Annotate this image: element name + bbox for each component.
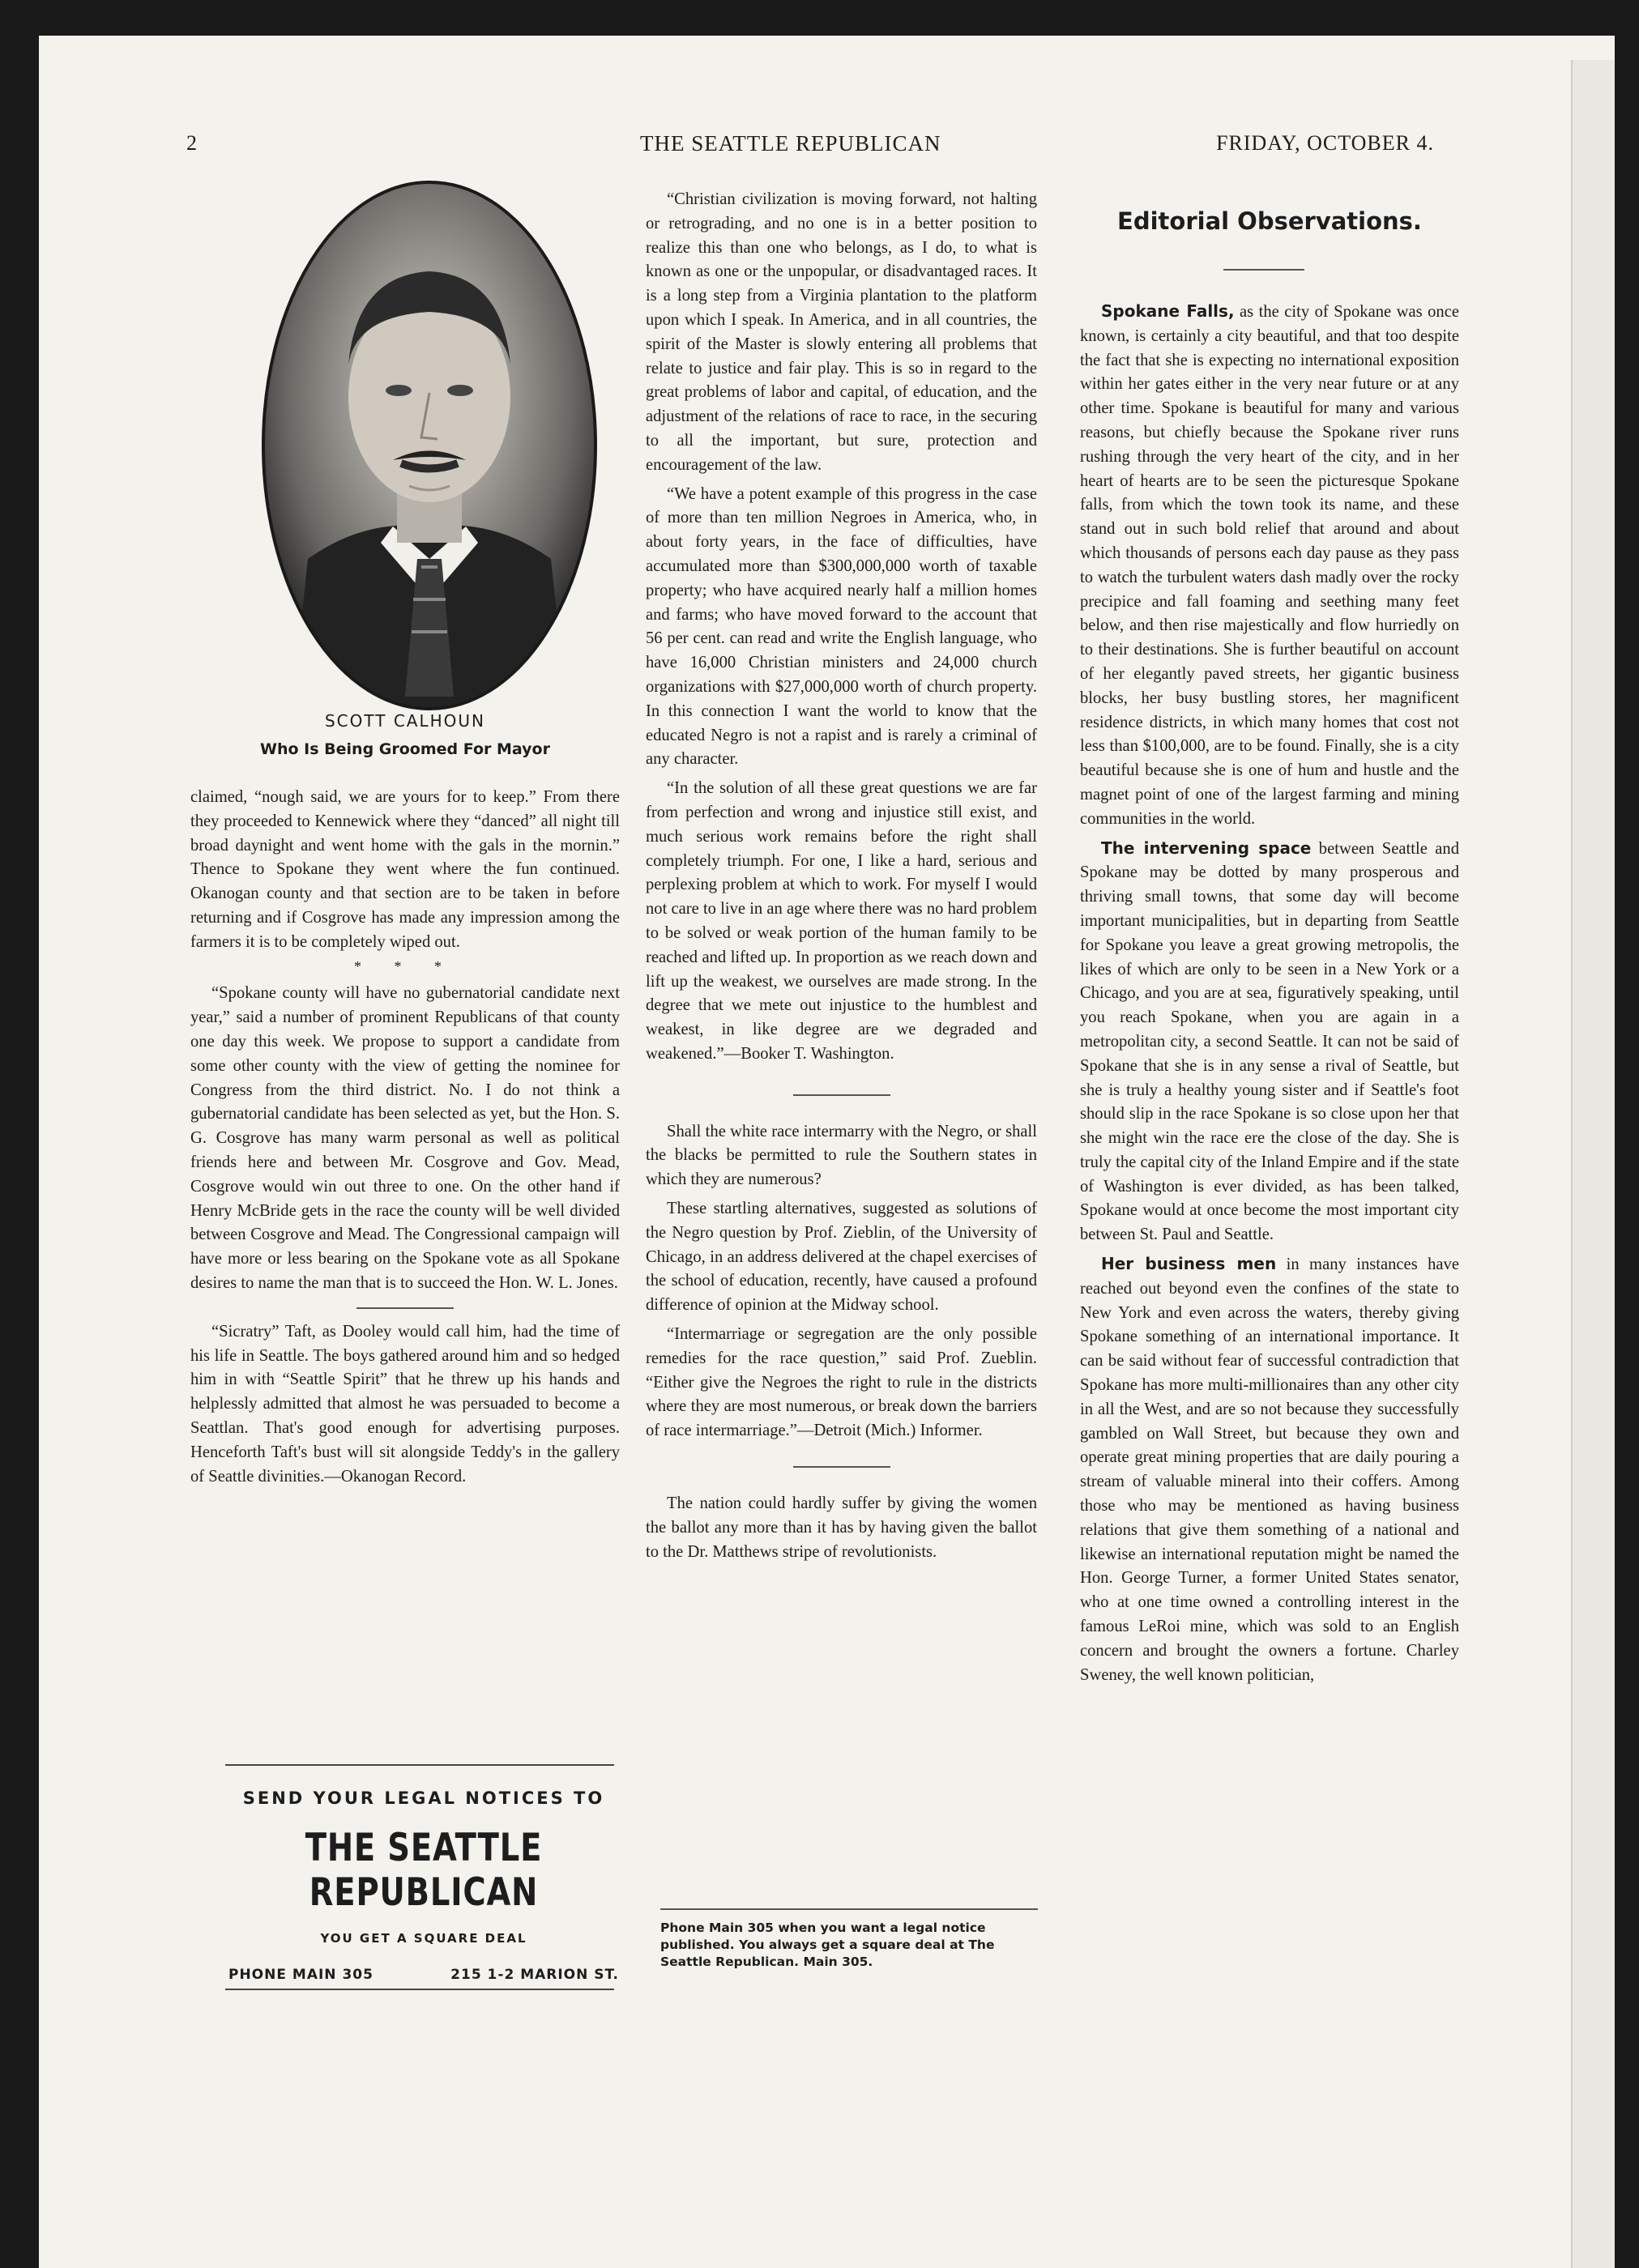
article-paragraph: between Seattle and Spokane may be dotted by many prosperous and thriving small towns, that some day will become important municipalities, but in departing from Seattle for Spokane you leave a great growing metropolis, the likes of which are only to be seen in a New York or a Chicago, and you are at sea, figuratively speaking, until you reach Spokane, when you are again in a metropolitan city, a second Seattle. It can not be said of Spokane that she is in any sense a rival of Seattle, but she is truly a healthy young sister and if Seattle's foot should slip in the race Spokane is so close upon her that she might win the race ere the close of the day. She is truly the capital city of the Inland Empire and if the state of Washington is ever divided, as has been talked, Spokane would at once become the most important city between St. Paul and Seattle.: [1080, 839, 1459, 1244]
divider: [356, 1307, 454, 1309]
section-separator-stars: * * *: [354, 957, 456, 974]
column-right: [1080, 300, 1459, 1692]
article-paragraph: claimed, “nough said, we are yours for to keep.” From there they proceeded to Kennewick where they “danced” all night till broad daynight and went home with the gals in the mornin.” Thence to Spokane they went where the fun continued. Okanogan county and that section are to be taken in before returning and if Cosgrove has made any impression among the farmers it is to be completely wiped out.: [190, 788, 620, 951]
paragraph-lead: The intervening space: [1101, 838, 1312, 858]
paragraph-lead: Spokane Falls,: [1101, 301, 1235, 321]
divider: [793, 1094, 890, 1096]
article-paragraph: “In the solution of all these great questions we are far from perfection and wrong and injustice still exist, and much serious work remains before the right shall completely triumph. For one, I like a hard, serious and perplexing problem at which to work. For myself I would not care to live in an age where there was no hard problem to be solved or weak portion of the human family to be reached and lifted up. In proportion as we reach down and lift up the weakest, we ourselves are made strong. In the degree that we mete out injustice to the humblest and weakest, in like degree are we degraded and weakened.”—Booker T. Washington.: [646, 779, 1037, 1063]
article-paragraph: as the city of Spokane was once known, is certainly a city beautiful, and that too despite the fact that she is expecting no international exposition within her gates either in the very near future or at any other time. Spokane is beautiful for many and various reasons, but chiefly because the Spokane river runs rushing through the very heart of the city, and in her heart of hearts are to be seen the picturesque Spokane falls, from which the town took its name, and these stand out in such bold relief that around and about which thousands of persons each day pause as they pass to watch the turbulent waters dash madly over the rocky precipice and fall foaming and seething many feet below, and then rise majestically and flow hurriedly on to their destinations. She is further beautiful on account of her elegantly paved streets, her gigantic business blocks, her busy bustling stores, her magnificent residence districts, in which many homes that cost not less than $100,000, are to be found. Finally, she is a city beautiful because she is one of hum and hustle and the magnet point of one of the largest farming and mining communities in the world.: [1080, 303, 1459, 828]
ad-address: 215 1-2 MARION ST.: [450, 1967, 619, 1983]
page-number: 2: [186, 131, 198, 155]
ad-paper-name: THE SEATTLE REPUBLICAN: [305, 1826, 543, 1915]
notice-rule: [660, 1908, 1038, 1910]
portrait-caption: Who Is Being Groomed For Mayor: [260, 740, 550, 758]
ad-top-rule: [225, 1764, 614, 1766]
portrait-photo: [259, 178, 600, 713]
article-paragraph: “Spokane county will have no gubernatorial candidate next year,” said a number of prominent Republicans of that county one day this week. We propose to support a candidate from some other county with the view of getting the nominee for Congress from the third district. No. I do not think a gubernatorial candidate has been selected as yet, but the Hon. S. G. Cosgrove has many warm personal as well as political friends here and between Mr. Cosgrove and Gov. Mead, Cosgrove would win out three to one. On the other hand if Henry McBride gets in the race the county will be well divided between Cosgrove and Mead. The Congressional campaign will have more or less bearing on the Spokane vote as all Spokane desires to name the man that is to succeed the Hon. W. L. Jones.: [190, 984, 620, 1292]
ad-bottom-rule: [225, 1989, 614, 1990]
article-paragraph: Shall the white race intermarry with the Negro, or shall the blacks be permitted to rule the Southern states in which they are numerous?: [646, 1122, 1037, 1189]
legal-notice-ad: [225, 1788, 622, 1983]
ad-headline: SEND YOUR LEGAL NOTICES TO: [242, 1788, 605, 1808]
portrait-name: SCOTT CALHOUN: [324, 711, 485, 731]
legal-notice-reminder: Phone Main 305 when you want a legal notice published. You always get a square deal at The Seattle Republican. Main 305.: [660, 1921, 995, 1969]
masthead-title: THE SEATTLE REPUBLICAN: [640, 131, 941, 156]
article-paragraph: The nation could hardly suffer by giving the women the ballot any more than it has by having given the ballot to the Dr. Matthews stripe of revolutionists.: [646, 1494, 1037, 1561]
ad-phone: PHONE MAIN 305: [228, 1967, 373, 1983]
issue-date: FRIDAY, OCTOBER 4.: [1216, 131, 1434, 155]
article-paragraph: in many instances have reached out beyond even the confines of the state to New York and even across the waters, thereby giving Spokane something of an international importance. It can be said without fear of successful contradiction that Spokane has more multi-millionaires than any other city in all the West, and are so not because they successfully gambled on Wall Street, but because they own and operate great mining properties that are daily pouring a stream of valuable mineral into their coffers. Among those who may be mentioned as having business relations that give them something of a national and likewise an international reputation might be named the Hon. George Turner, a former United States senator, who at one time owned a controlling interest in the famous LeRoi mine, which was sold to an English concern and brought the owners a fortune. Charley Sweney, the well known politician,: [1080, 1256, 1459, 1684]
article-paragraph: These startling alternatives, suggested as solutions of the Negro question by Prof. Zieblin, of the University of Chicago, in an address delivered at the chapel exercises of the school of education, recently, have caused a profound difference of opinion at the Midway school.: [646, 1200, 1037, 1315]
adjacent-page-edge: [1571, 60, 1615, 2268]
article-paragraph: “Christian civilization is moving forward, not halting or retrograding, and no one is in a better position to realize this than one who belongs, as I do, to what is known as one or the unpopular, or disadvantaged races. It is a long step from a Virginia plantation to the platform upon which I speak. In America, and in all countries, the spirit of the Master is slowly entering all problems that relate to justice and fair play. This is so in regard to the great problems of labor and capital, of education, and the adjustment of the relations of race to race, in the securing to all the important, but sure, protection and encouragement of the law.: [646, 190, 1037, 474]
page-header: [186, 131, 1434, 164]
heading-rule: [1223, 269, 1304, 271]
article-paragraph: “Sicratry” Taft, as Dooley would call him, had the time of his life in Seattle. The boys gathered around him and so hedged him in with “Seattle Spirit” that he threw up his hands and helplessly admitted that almost he was persuaded to become a Seattlan. That's good enough for advertising purposes. Henceforth Taft's bust will sit alongside Teddy's in the gallery of Seattle divinities.—Okanogan Record.: [190, 1322, 620, 1486]
article-paragraph: “We have a potent example of this progress in the case of more than ten million Negroes in America, who, in about forty years, in the face of difficulties, have accumulated more than $300,000,000 worth of taxable property; who have acquired nearly half a million homes and farms; who have moved forward to the account that 56 per cent. can read and write the English language, who have 16,000 Christian ministers and 24,000 church organizations with $27,000,000 worth of church property. In this connection I want the world to know that the educated Negro is not a rapist and is rarely a criminal of any character.: [646, 484, 1037, 769]
ad-tagline: YOU GET A SQUARE DEAL: [320, 1931, 527, 1946]
editorial-heading: Editorial Observations.: [1117, 207, 1422, 235]
paragraph-lead: Her business men: [1101, 1254, 1277, 1274]
article-paragraph: “Intermarriage or segregation are the only possible remedies for the race question,” said Prof. Zueblin. “Either give the Negroes the right to rule in the districts where they are most numerous, or break down the barriers of race intermarriage.”—Detroit (Mich.) Informer.: [646, 1325, 1037, 1440]
divider: [793, 1466, 890, 1468]
column-left: [190, 786, 620, 1494]
column-middle: [646, 188, 1037, 1569]
